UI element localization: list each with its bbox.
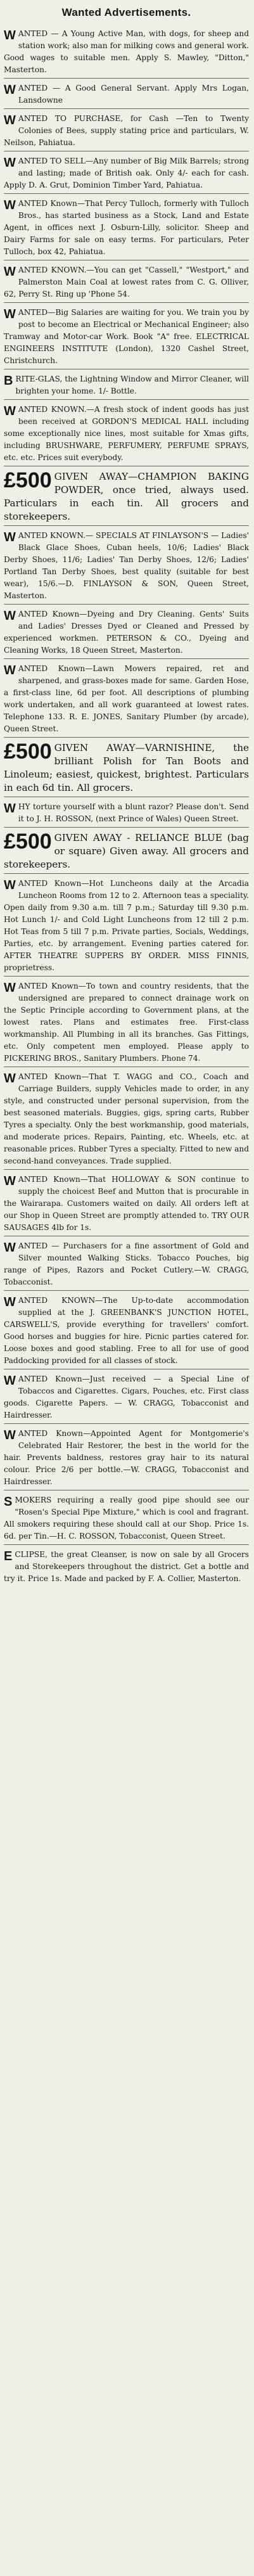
ad-lead-letter: W bbox=[4, 609, 16, 623]
ad-text: ANTED KNOWN—The Up-to-date accommodation supplied at the J. GREENBANK'S JUNCTION HOTEL, CARSWELL'S, provide everything for travellers' comfort. Good horses and buggies for hire. Picnic parties catered for. Loose boxes and good stabling. Free to all for use of good Paddocking provided for all classes of stock. bbox=[4, 1296, 249, 1365]
ad-lead-letter: W bbox=[4, 113, 16, 127]
advertisement bbox=[4, 1236, 249, 1290]
advertisement bbox=[4, 369, 249, 399]
advertisement bbox=[4, 658, 249, 737]
ad-lead-letter: W bbox=[4, 1295, 16, 1309]
ad-text: GIVEN AWAY - RELIANCE BLUE (bag or square) Given away. All grocers and storekeepers. bbox=[4, 832, 249, 870]
advertisement bbox=[4, 873, 249, 976]
ad-lead-letter: W bbox=[4, 29, 16, 42]
ad-lead-letter: W bbox=[4, 83, 16, 97]
ad-text: ANTED TO PURCHASE, for Cash —Ten to Twenty Colonies of Bees, supply stating price and particulars, W. Neilson, Pahiatua. bbox=[4, 114, 249, 147]
advertisement bbox=[4, 302, 249, 369]
ad-text: RITE-GLAS, the Lightning Window and Mirror Cleaner, will brighten your home. 1/- Bottle. bbox=[15, 375, 249, 395]
advertisement bbox=[4, 151, 249, 193]
ad-lead-letter: £500 bbox=[4, 740, 52, 764]
ad-lead-letter: S bbox=[4, 1495, 13, 1509]
ad-text: ANTED — A Good General Servant. Apply Mrs Logan, Lansdowne bbox=[18, 84, 249, 105]
ad-lead-letter: B bbox=[4, 374, 13, 388]
advertisement bbox=[4, 193, 249, 260]
ad-text: ANTED — A Young Active Man, with dogs, for sheep and station work; also man for milking cows and general work. Good wages to suitable men. Apply S. Mawley, "Ditton," Masterton. bbox=[4, 29, 249, 74]
ad-text: ANTED Known—Just received — a Special Line of Tobaccos and Cigarettes. Cigars, Pouches, etc. First class goods. Cigarette Papers. — W. CRAGG, Tobacconist and Hairdresser. bbox=[4, 1375, 249, 1419]
ad-text: GIVEN AWAY—CHAMPION BAKING POWDER, once tried, always used. Particulars in each tin. All grocers and storekeepers. bbox=[4, 471, 249, 522]
ad-lead-letter: £500 bbox=[4, 830, 52, 854]
advertisement bbox=[4, 737, 249, 797]
ad-lead-letter: W bbox=[4, 156, 16, 170]
ad-lead-letter: W bbox=[4, 307, 16, 321]
ad-lead-letter: W bbox=[4, 1072, 16, 1086]
ad-text: ANTED TO SELL—Any number of Big Milk Barrels; strong and lasting; made of British oak. Only 4/- each for cash. Apply D. A. Grut, Dominion Timber Yard, Pahiatua. bbox=[4, 157, 249, 189]
advertisement bbox=[4, 1544, 249, 1587]
advertisement bbox=[4, 1067, 249, 1169]
advertisement bbox=[4, 1290, 249, 1369]
ad-text: HY torture yourself with a blunt razor? Please don't. Send it to J. H. ROSSON, (next Prince of Wales) Queen Street. bbox=[18, 802, 249, 823]
ad-text: ANTED Known—That Percy Tulloch, formerly with Tulloch Bros., has started business as a Stock, Land and Estate Agent, in offices next J. Osburn-Lilly, solicitor. Sheep and Dairy Farms for sale on easy terms. For particulars, Peter Tulloch, box 42, Pahiatua. bbox=[4, 199, 249, 256]
ad-lead-letter: W bbox=[4, 1241, 16, 1255]
advertisement bbox=[4, 797, 249, 827]
ad-text: ANTED Known—Lawn Mowers repaired, ret and sharpened, and grass-boxes made for same. Garden Hose, a first-class line, 6d per foot. All descriptions of plumbing work undertaken, and all work guaranteed at lowest rates. Telephone 133. R. E. JONES, Sanitary Plumber (by arcade), Queen Street. bbox=[4, 664, 249, 733]
ad-lead-letter: W bbox=[4, 198, 16, 212]
ad-lead-letter: W bbox=[4, 1428, 16, 1442]
ad-lead-letter: W bbox=[4, 878, 16, 892]
page-heading: Wanted Advertisements. bbox=[61, 6, 191, 18]
ad-text: ANTED Known—Appointed Agent for Montgomerie's Celebrated Hair Restorer, the best in the world for the hair. Prevents baldness, restores gray hair to its natural colour. Price 2/6 per bottle.—W. CRAGG, Tobacconist and Hairdresser. bbox=[4, 1429, 249, 1486]
ad-text: ANTED Known—That T. WAGG and CO., Coach and Carriage Builders, supply Vehicles made to order, in any style, and constructed under personal supervision, from the best seasoned materials. Buggies, gigs, spring carts, Rubber Tyres a specialty. Only the best workmanship, good materials, and moderate prices. Repairs, Painting, etc. Wheels, etc. at reasonable prices. Rubber Tyres a specialty. Fitted to new and second-hand conveyances. Trade supplied. bbox=[4, 1072, 249, 1165]
ad-lead-letter: W bbox=[4, 1374, 16, 1388]
advertisement bbox=[4, 976, 249, 1067]
ad-lead-letter: W bbox=[4, 802, 16, 816]
advertisement bbox=[4, 24, 249, 78]
ad-lead-letter: E bbox=[4, 1549, 13, 1563]
ad-text: GIVEN AWAY—VARNISHINE, the brilliant Polish for Tan Boots and Linoleum; easiest, quickest, brightest. Particulars in each 6d tin. All grocers. bbox=[4, 742, 249, 793]
ad-text: ANTED KNOWN.— SPECIALS AT FINLAYSON'S — Ladies' Black Glace Shoes, Cuban heels, 10/6; Ladies' Black Derby Shoes, 11/6; Ladies' Tan Derby Shoes, 12/6; Ladies' Portland Tan Derby Shoes, best quality (suitable for best wear), 15/6.—D. FINLAYSON & SON, Queen Street, Masterton. bbox=[4, 531, 249, 600]
advertisement bbox=[4, 604, 249, 658]
ad-text: MOKERS requiring a really good pipe should see our "Rosen's Special Pipe Mixture," which is cool and fragrant. All smokers requiring these should call at our Shop. Price 1s. 6d. per Tin.—H. C. ROSSON, Tobacconist, Queen Street. bbox=[4, 1496, 249, 1541]
advertisement bbox=[4, 1369, 249, 1423]
advertisement bbox=[4, 1423, 249, 1490]
advertisement bbox=[4, 1169, 249, 1236]
ad-lead-letter: W bbox=[4, 1174, 16, 1188]
ad-lead-letter: W bbox=[4, 981, 16, 995]
ad-text: CLIPSE, the great Cleanser, is now on sale by all Grocers and Storekeepers throughout the district. Get a bottle and try it. Price 1s. Made and packed by F. A. Collier, Masterton. bbox=[4, 1550, 249, 1583]
ad-text: ANTED — Purchasers for a fine assortment of Gold and Silver mounted Walking Sticks. Tobacco Pouches, big range of Pipes, Razors and Pocket Cutlery.—W. CRAGG, Tobacconist. bbox=[4, 1241, 249, 1286]
advertisement bbox=[4, 525, 249, 604]
ad-text: ANTED Known—Dyeing and Dry Cleaning. Gents' Suits and Ladies' Dresses Dyed or Cleaned and Pressed by experienced workmen. PETERSON & CO., Dyeing and Cleaning Works, 18 Queen Street, Masterton. bbox=[4, 610, 249, 655]
advertisement bbox=[4, 1490, 249, 1544]
ad-lead-letter: W bbox=[4, 663, 16, 677]
ad-text: ANTED KNOWN.—You can get "Cassell," "Westport," and Palmerston Main Coal at lowest rates from C. G. Olliver, 62, Perry St. Ring up 'Phone 54. bbox=[4, 266, 249, 298]
ad-lead-letter: W bbox=[4, 404, 16, 418]
advertisement bbox=[4, 260, 249, 302]
advertisement bbox=[4, 827, 249, 873]
ad-text: ANTED Known—To town and country residents, that the undersigned are prepared to connect drainage work on the Septic Principle according to Government plans, at the lowest rates. Plans and estimates free. First-class workmanship. All Plumbing in all its branches. Gas Fittings, etc. Only competent men employed. Please apply to PICKERING BROS., Sanitary Plumbers. Phone 74. bbox=[4, 982, 249, 1063]
ads-column bbox=[4, 24, 249, 1587]
advertisement bbox=[4, 466, 249, 525]
ad-text: ANTED Known—Hot Luncheons daily at the Arcadia Luncheon Rooms from 12 to 2. Afternoon teas a speciality. Open daily from 9.30 a.m. till 7 p.m.; Saturday till 9.30 p.m. Hot Lunch 1/- and Cold Light Luncheons from 12 till 2 p.m. Hot Teas from 5 till 7 p.m. Private parties, Socials, Weddings, Parties, etc. by arrangement. Evening parties catered for. AFTER THEATRE SUPPERS BY ORDER. MISS FINNIS, proprietress. bbox=[4, 879, 249, 972]
ad-text: ANTED—Big Salaries are waiting for you. We train you by post to become an Electrical or Mechanical Engineer; also Tramway and Motor-car Work. Book "A" free. ELECTRICAL ENGINEERS INSTITUTE (London), 1320 Cashel Street, Christchurch. bbox=[4, 308, 249, 365]
advertisement bbox=[4, 78, 249, 108]
ad-lead-letter: W bbox=[4, 530, 16, 544]
ad-text: ANTED KNOWN.—A fresh stock of indent goods has just been received at GORDON'S MEDICAL HALL including some exceptionally nice lines, most suitable for Xmas gifts, including BRUSHWARE, PERFUMERY, PERFUME SPRAYS, etc. etc. Prices suit everybody. bbox=[4, 405, 249, 462]
ad-text: ANTED Known—That HOLLOWAY & SON continue to supply the choicest Beef and Mutton that is procurable in the Wairarapa. Customers waited on daily. All orders left at our Shop in Queen Street are promptly attended to. TRY OUR SAUSAGES 4lb for 1s. bbox=[4, 1175, 249, 1232]
advertisement bbox=[4, 399, 249, 466]
advertisement bbox=[4, 108, 249, 151]
ad-lead-letter: W bbox=[4, 265, 16, 279]
ad-lead-letter: £500 bbox=[4, 468, 52, 492]
